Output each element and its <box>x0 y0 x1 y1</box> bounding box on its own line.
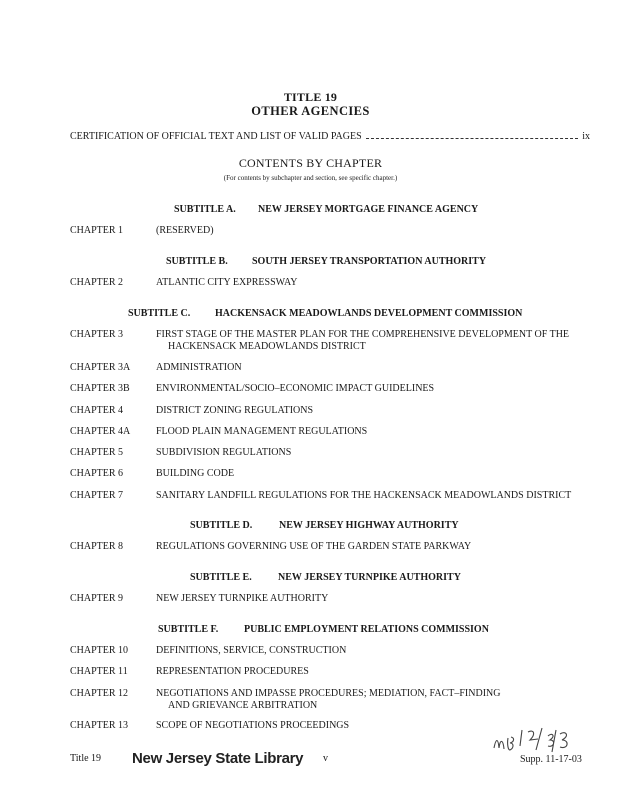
chapter-number: CHAPTER 9 <box>70 593 124 604</box>
chapter-title: REGULATIONS GOVERNING USE OF THE GARDEN STATE PARKWAY <box>156 541 472 552</box>
chapter-number: CHAPTER 8 <box>70 541 124 552</box>
chapter-number: CHAPTER 3 <box>70 329 124 340</box>
subtitle-name: HACKENSACK MEADOWLANDS DEVELOPMENT COMMISSION <box>215 308 523 319</box>
library-stamp: New Jersey State Library <box>132 750 304 767</box>
chapter-title: BUILDING CODE <box>156 468 235 479</box>
chapter-number: CHAPTER 7 <box>70 490 124 501</box>
chapter-title <box>156 688 596 712</box>
page-number: v <box>323 753 328 764</box>
subtitle-id: SUBTITLE E. <box>190 572 252 583</box>
subtitle-id: SUBTITLE B. <box>166 256 228 267</box>
subtitle-id: SUBTITLE D. <box>190 520 253 531</box>
subtitle-name: NEW JERSEY MORTGAGE FINANCE AGENCY <box>258 204 479 215</box>
chapter-number: CHAPTER 1 <box>70 225 124 236</box>
chapter-title: SCOPE OF NEGOTIATIONS PROCEEDINGS <box>156 720 350 731</box>
subtitle-id: SUBTITLE F. <box>158 624 219 635</box>
chapter-number: CHAPTER 10 <box>70 645 129 656</box>
chapter-number: CHAPTER 2 <box>70 277 124 288</box>
subtitle-name: PUBLIC EMPLOYMENT RELATIONS COMMISSION <box>244 624 489 635</box>
chapter-title-line1: NEGOTIATIONS AND IMPASSE PROCEDURES; MEDIATION, FACT–FINDING <box>156 688 501 699</box>
chapter-title: DEFINITIONS, SERVICE, CONSTRUCTION <box>156 645 347 656</box>
chapter-title-line1: FIRST STAGE OF THE MASTER PLAN FOR THE COMPREHENSIVE DEVELOPMENT OF THE <box>156 329 570 340</box>
certification-label: CERTIFICATION OF OFFICIAL TEXT AND LIST OF VALID PAGES <box>70 131 362 142</box>
subtitle-name: NEW JERSEY TURNPIKE AUTHORITY <box>278 572 461 583</box>
subtitle-name: SOUTH JERSEY TRANSPORTATION AUTHORITY <box>252 256 487 267</box>
chapter-title: SUBDIVISION REGULATIONS <box>156 447 292 458</box>
chapter-number: CHAPTER 4 <box>70 405 124 416</box>
chapter-number: CHAPTER 3A <box>70 362 131 373</box>
subtitle-name: NEW JERSEY HIGHWAY AUTHORITY <box>279 520 459 531</box>
chapter-title: NEW JERSEY TURNPIKE AUTHORITY <box>156 593 329 604</box>
subtitle-id: SUBTITLE C. <box>128 308 191 319</box>
certification-line <box>70 131 590 142</box>
chapter-title: DISTRICT ZONING REGULATIONS <box>156 405 314 416</box>
chapter-number: CHAPTER 13 <box>70 720 129 731</box>
chapter-number: CHAPTER 12 <box>70 688 129 699</box>
certification-page: ix <box>582 131 590 142</box>
title-name: OTHER AGENCIES <box>251 104 370 118</box>
dotted-leader <box>366 131 579 139</box>
chapter-title: (RESERVED) <box>156 225 214 236</box>
chapter-title-line2: AND GRIEVANCE ARBITRATION <box>168 700 318 711</box>
chapter-number: CHAPTER 3B <box>70 383 130 394</box>
contents-note: (For contents by subchapter and section, see specific chapter.) <box>223 174 398 182</box>
chapter-title-line2: HACKENSACK MEADOWLANDS DISTRICT <box>168 341 366 352</box>
chapter-title: ADMINISTRATION <box>156 362 242 373</box>
chapter-number: CHAPTER 11 <box>70 666 128 677</box>
handwritten-initials-signature <box>490 724 590 758</box>
chapter-title <box>156 329 596 353</box>
chapter-title: ATLANTIC CITY EXPRESSWAY <box>156 277 298 288</box>
contents-heading: CONTENTS BY CHAPTER <box>238 156 383 170</box>
chapter-title: SANITARY LANDFILL REGULATIONS FOR THE HACKENSACK MEADOWLANDS DISTRICT <box>156 490 572 501</box>
chapter-title: REPRESENTATION PROCEDURES <box>156 666 309 677</box>
chapter-number: CHAPTER 4A <box>70 426 131 437</box>
chapter-number: CHAPTER 5 <box>70 447 124 458</box>
chapter-title: FLOOD PLAIN MANAGEMENT REGULATIONS <box>156 426 368 437</box>
footer-title-ref: Title 19 <box>70 753 102 764</box>
title-number: TITLE 19 <box>283 90 338 104</box>
supplement-date: Supp. 11-17-03 <box>520 754 582 765</box>
subtitle-id: SUBTITLE A. <box>174 204 236 215</box>
chapter-number: CHAPTER 6 <box>70 468 124 479</box>
chapter-title: ENVIRONMENTAL/SOCIO–ECONOMIC IMPACT GUIDELINES <box>156 383 435 394</box>
